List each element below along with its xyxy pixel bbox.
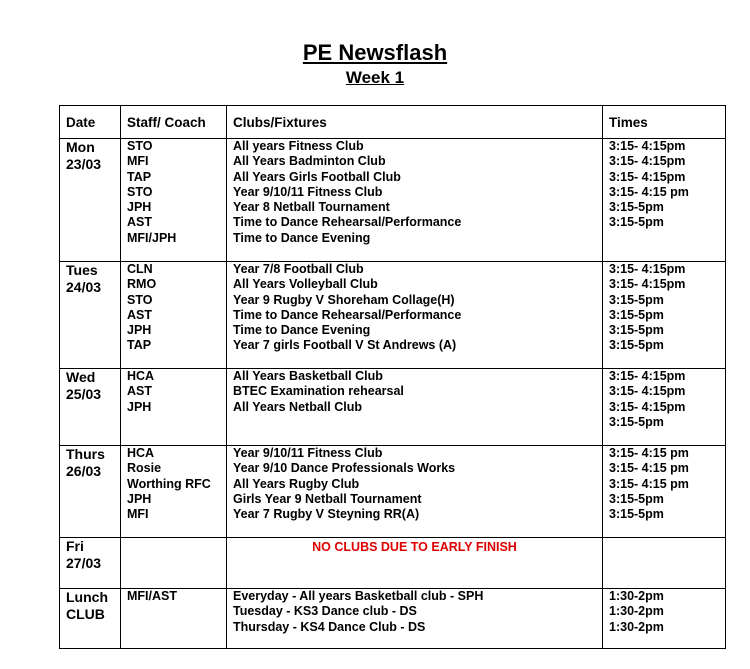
table-row: [60, 262, 726, 369]
date-label: 26/03: [66, 462, 102, 479]
times-cell: [603, 589, 726, 649]
staff-entry: AST: [127, 307, 152, 322]
staff-entry: HCA: [127, 369, 155, 383]
club-entry: Year 7 Rugby V Steyning RR(A): [233, 507, 420, 522]
table-header-row: [60, 106, 726, 139]
staff-cell: [121, 589, 227, 649]
date-label: CLUB: [66, 605, 105, 622]
club-entry: Thursday - KS4 Dance Club - DS: [233, 619, 426, 634]
date-cell: [60, 446, 121, 538]
time-entry: 1:30-2pm: [609, 589, 664, 603]
column-header-staff: Staff/ Coach: [121, 106, 227, 139]
date-cell: [60, 538, 121, 589]
date-cell: [60, 589, 121, 649]
time-entry: 3:15-5pm: [609, 414, 664, 429]
time-entry: 3:15- 4:15pm: [609, 169, 686, 184]
time-entry: 3:15-5pm: [609, 338, 664, 353]
day-label: Wed: [66, 369, 96, 385]
date-label: 23/03: [66, 155, 102, 172]
column-header-times: Times: [603, 106, 726, 139]
column-header-clubs: Clubs/Fixtures: [227, 106, 603, 139]
club-entry: Time to Dance Rehearsal/Performance: [233, 215, 462, 230]
club-entry: All Years Girls Football Club: [233, 169, 401, 184]
staff-entry: MFI/JPH: [127, 230, 177, 245]
clubs-cell: [227, 369, 603, 446]
club-entry: Year 8 Netball Tournament: [233, 200, 390, 215]
staff-cell: [121, 369, 227, 446]
time-entry: 3:15- 4:15pm: [609, 277, 686, 292]
staff-entry: AST: [127, 384, 152, 399]
club-entry: All Years Badminton Club: [233, 154, 386, 169]
staff-entry: STO: [127, 139, 153, 153]
day-label: Lunch: [66, 589, 108, 605]
date-label: 24/03: [66, 278, 102, 295]
date-label: 27/03: [66, 554, 102, 571]
club-entry: Time to Dance Evening: [233, 230, 371, 245]
time-entry: 3:15- 4:15pm: [609, 139, 686, 153]
staff-cell: [121, 262, 227, 369]
club-entry: Year 7/8 Football Club: [233, 262, 364, 276]
table-row: [60, 538, 726, 589]
staff-entry: MFI: [127, 154, 149, 169]
times-cell: [603, 369, 726, 446]
staff-entry: TAP: [127, 338, 152, 353]
page-subtitle: Week 1: [345, 68, 405, 87]
date-cell: [60, 139, 121, 262]
staff-entry: RMO: [127, 277, 157, 292]
time-entry: 3:15- 4:15pm: [609, 369, 686, 383]
time-entry: 1:30-2pm: [609, 604, 664, 619]
clubs-cell: [227, 262, 603, 369]
date-label: 25/03: [66, 385, 102, 402]
table-row: [60, 589, 726, 649]
staff-entry: Rosie: [127, 461, 162, 476]
time-entry: 3:15- 4:15 pm: [609, 461, 689, 476]
time-entry: 3:15- 4:15pm: [609, 384, 686, 399]
date-cell: [60, 369, 121, 446]
time-entry: 3:15-5pm: [609, 200, 664, 215]
no-clubs-notice: NO CLUBS DUE TO EARLY FINISH: [312, 540, 517, 554]
club-entry: All years Fitness Club: [233, 139, 364, 153]
club-entry: Year 9/10/11 Fitness Club: [233, 446, 383, 460]
club-entry: Girls Year 9 Netball Tournament: [233, 491, 422, 506]
time-entry: 3:15- 4:15pm: [609, 399, 686, 414]
staff-entry: JPH: [127, 491, 152, 506]
club-entry: Everyday - All years Basketball club - SPH: [233, 589, 484, 603]
staff-entry: Worthing RFC: [127, 476, 211, 491]
times-cell: [603, 262, 726, 369]
day-label: Thurs: [66, 446, 105, 462]
table-row: [60, 446, 726, 538]
time-entry: 3:15- 4:15 pm: [609, 476, 689, 491]
times-cell: [603, 139, 726, 262]
time-entry: 3:15- 4:15 pm: [609, 446, 689, 460]
club-entry: Year 9/10 Dance Professionals Works: [233, 461, 456, 476]
staff-entry: TAP: [127, 169, 152, 184]
club-entry: Year 9/10/11 Fitness Club: [233, 184, 383, 199]
time-entry: 3:15-5pm: [609, 307, 664, 322]
staff-cell: [121, 139, 227, 262]
table-row: [60, 139, 726, 262]
time-entry: 3:15-5pm: [609, 292, 664, 307]
time-entry: 3:15- 4:15pm: [609, 154, 686, 169]
club-entry: Tuesday - KS3 Dance club - DS: [233, 604, 417, 619]
staff-cell: [121, 538, 227, 589]
clubs-cell: [227, 538, 603, 589]
staff-entry: AST: [127, 215, 152, 230]
time-entry: 3:15- 4:15pm: [609, 262, 686, 276]
day-label: Tues: [66, 262, 98, 278]
time-entry: 3:15-5pm: [609, 507, 664, 522]
staff-entry: MFI: [127, 507, 149, 522]
time-entry: 3:15-5pm: [609, 323, 664, 338]
table-row: [60, 369, 726, 446]
schedule-table: [59, 105, 726, 649]
club-entry: Year 9 Rugby V Shoreham Collage(H): [233, 292, 455, 307]
page-title: PE Newsflash: [302, 40, 448, 65]
time-entry: 3:15-5pm: [609, 491, 664, 506]
column-header-date: Date: [60, 106, 121, 139]
club-entry: Year 7 girls Football V St Andrews (A): [233, 338, 457, 353]
club-entry: All Years Netball Club: [233, 399, 362, 414]
club-entry: All Years Rugby Club: [233, 476, 360, 491]
staff-entry: HCA: [127, 446, 155, 460]
day-label: Mon: [66, 139, 95, 155]
staff-entry: MFI/AST: [127, 589, 177, 603]
club-entry: All Years Volleyball Club: [233, 277, 378, 292]
staff-entry: JPH: [127, 399, 152, 414]
time-entry: 3:15- 4:15 pm: [609, 184, 689, 199]
staff-entry: JPH: [127, 323, 152, 338]
time-entry: 3:15-5pm: [609, 215, 664, 230]
staff-entry: JPH: [127, 200, 152, 215]
clubs-cell: [227, 589, 603, 649]
staff-entry: CLN: [127, 262, 153, 276]
times-cell: [603, 446, 726, 538]
staff-entry: STO: [127, 292, 153, 307]
club-entry: BTEC Examination rehearsal: [233, 384, 404, 399]
club-entry: All Years Basketball Club: [233, 369, 383, 383]
date-cell: [60, 262, 121, 369]
time-entry: 1:30-2pm: [609, 619, 664, 634]
clubs-cell: [227, 446, 603, 538]
club-entry: Time to Dance Evening: [233, 323, 371, 338]
day-label: Fri: [66, 538, 84, 554]
club-entry: Time to Dance Rehearsal/Performance: [233, 307, 462, 322]
staff-cell: [121, 446, 227, 538]
times-cell: [603, 538, 726, 589]
staff-entry: STO: [127, 184, 153, 199]
clubs-cell: [227, 139, 603, 262]
